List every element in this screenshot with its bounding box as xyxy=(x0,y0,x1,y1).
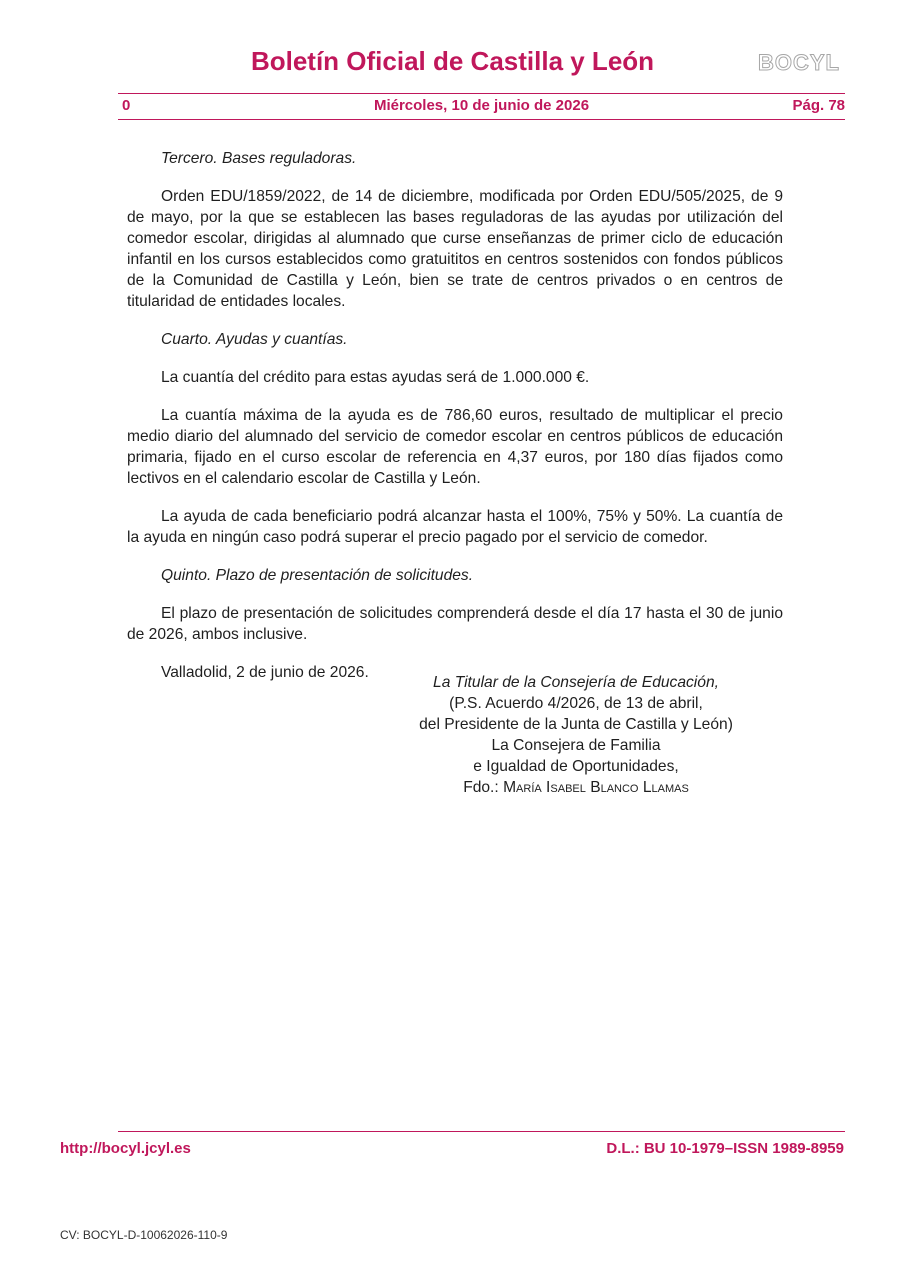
header-rule-bottom xyxy=(118,119,845,120)
header-line xyxy=(118,97,845,117)
footer-rule xyxy=(118,1131,845,1132)
page-number: Pág. 78 xyxy=(792,97,845,114)
signature-fdo: Fdo.: xyxy=(463,779,504,796)
paragraph-credito: La cuantía del crédito para estas ayudas será de 1.000.000 €. xyxy=(161,369,590,386)
bocyl-logo: BOCYL xyxy=(758,50,840,75)
issue-date: Miércoles, 10 de junio de 2026 xyxy=(373,97,590,114)
footer-legal-deposit: D.L.: BU 10-1979–ISSN 1989-8959 xyxy=(606,1140,844,1157)
signature-block xyxy=(392,672,760,798)
signature-line-2: (P.S. Acuerdo 4/2026, de 13 de abril, xyxy=(449,695,703,712)
document-body xyxy=(127,148,783,695)
footer-url[interactable]: http://bocyl.jcyl.es xyxy=(60,1140,191,1157)
paragraph-cuantia-maxima: La cuantía máxima de la ayuda es de 786,60 euros, resultado de multiplicar el precio medio diario del alumnado del servicio de comedor escolar en centros públicos de educación primaria, fijado en el curso escolar de referencia en 4,37 euros, por 180 días fijados como lectivos en el calendario escolar de Castilla y León. xyxy=(127,407,783,487)
signature-line-1: La Titular de la Consejería de Educación, xyxy=(433,674,719,691)
section-heading-cuarto: Cuarto. Ayudas y cuantías. xyxy=(161,331,348,348)
signature-line-5: e Igualdad de Oportunidades, xyxy=(473,758,679,775)
place-date: Valladolid, 2 de junio de 2026. xyxy=(161,664,369,681)
section-heading-quinto: Quinto. Plazo de presentación de solicitudes. xyxy=(161,567,474,584)
header-rule-top xyxy=(118,93,845,94)
paragraph-porcentajes: La ayuda de cada beneficiario podrá alcanzar hasta el 100%, 75% y 50%. La cuantía de la ayuda en ningún caso podrá superar el precio pagado por el servicio de comedor. xyxy=(127,508,783,546)
issue-number: 0 xyxy=(122,97,131,114)
signature-line-4: La Consejera de Familia xyxy=(491,737,661,754)
page-title: Boletín Oficial de Castilla y León xyxy=(250,46,655,76)
signature-name: María Isabel Blanco Llamas xyxy=(503,779,689,796)
section-heading-tercero: Tercero. Bases reguladoras. xyxy=(161,150,357,167)
signature-line-3: del Presidente de la Junta de Castilla y León) xyxy=(419,716,733,733)
signature-name-line xyxy=(392,777,760,798)
verification-code: CV: BOCYL-D-10062026-110-9 xyxy=(60,1228,228,1242)
paragraph-plazo: El plazo de presentación de solicitudes comprenderá desde el día 17 hasta el 30 de junio de 2026, ambos inclusive. xyxy=(127,605,783,643)
paragraph-orden: Orden EDU/1859/2022, de 14 de diciembre, modificada por Orden EDU/505/2025, de 9 de mayo, por la que se establecen las bases reguladoras de las ayudas por utilización del comedor escolar, dirigidas al alumnado que curse enseñanzas de primer ciclo de educación infantil en los cursos establecidos como gratuititos en centros sostenidos con fondos públicos de la Comunidad de Castilla y León, bien se trate de centros privados o en centros de titularidad de entidades locales. xyxy=(127,188,783,310)
